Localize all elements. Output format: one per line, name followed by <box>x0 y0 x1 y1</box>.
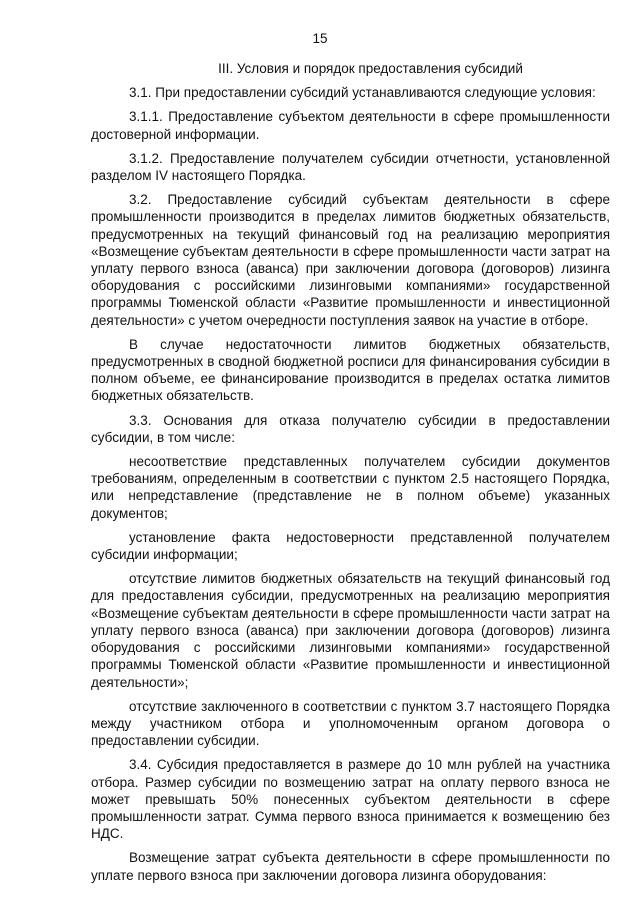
page-number: 15 <box>312 31 328 46</box>
paragraph-3-1: 3.1. При предоставлении субсидий устанавливаются следующие условия: <box>129 85 596 101</box>
paragraph-3-3: 3.3. Основания для отказа получателю субсидии в предоставлении субсидии, в том числе: <box>91 412 610 445</box>
paragraph-3-1-1: 3.1.1. Предоставление субъектом деятельности в сфере промышленности достоверной информации. <box>91 109 610 142</box>
paragraph-3-2-insufficiency: В случае недостаточности лимитов бюджетных обязательств, предусмотренных в сводной бюджетной росписи для финансирования субсидии в полном объеме, ее финансирование производится в пределах остатка лимитов бюджетных обязательств. <box>91 336 610 404</box>
paragraph-3-4: 3.4. Субсидия предоставляется в размере до 10 млн рублей на участника отбора. Размер субсидии по возмещению затрат на оплату первого взноса не может превышать 50% понесенных субъектом деятельности в сфере промышленности затрат. Сумма первого взноса принимается к возмещению без НДС. <box>91 757 610 842</box>
paragraph-3-2: 3.2. Предоставление субсидий субъектам деятельности в сфере промышленности производится в пределах лимитов бюджетных обязательств, предусмотренных на текущий финансовый год на реализацию мероприятия «Возмещение субъектам деятельности в сфере промышленности части затрат на уплату первого взноса (аванса) при заключении договора (договоров) лизинга оборудования с российскими лизинговыми компаниями» государственной программы Тюменской области «Развитие промышленности и инвестиционной деятельности» с учетом очередности поступления заявок на участие в отборе. <box>91 192 610 328</box>
document-body <box>91 60 610 890</box>
section-heading: III. Условия и порядок предоставления субсидий <box>218 61 523 76</box>
paragraph-3-1-2: 3.1.2. Предоставление получателем субсидии отчетности, установленной разделом IV настоящего Порядка. <box>91 150 610 184</box>
refusal-reason-false-info: установление факта недостоверности представленной получателем субсидии информации; <box>91 529 610 563</box>
paragraph-reimbursement: Возмещение затрат субъекта деятельности в сфере промышленности по уплате первого взноса при заключении договора лизинга оборудования: <box>91 850 610 883</box>
refusal-reason-no-limits: отсутствие лимитов бюджетных обязательств на текущий финансовый год для предоставления субсидии, предусмотренных на реализацию мероприятия «Возмещение субъектам деятельности в сфере промышленности части затрат на уплату первого взноса (аванса) при заключении договора (договоров) лизинга оборудования с российскими лизинговыми компаниями» государственной программы Тюменской области «Развитие промышленности и инвестиционной деятельности»; <box>91 571 610 690</box>
refusal-reason-documents: несоответствие представленных получателем субсидии документов требованиям, определенным в соответствии с пунктом 2.5 настоящего Порядка, или непредставление (представление не в полном объеме) указанных документов; <box>91 454 610 521</box>
refusal-reason-no-contract: отсутствие заключенного в соответствии с пунктом 3.7 настоящего Порядка между участником отбора и уполномоченным органом договора о предоставлении субсидии. <box>91 698 610 749</box>
